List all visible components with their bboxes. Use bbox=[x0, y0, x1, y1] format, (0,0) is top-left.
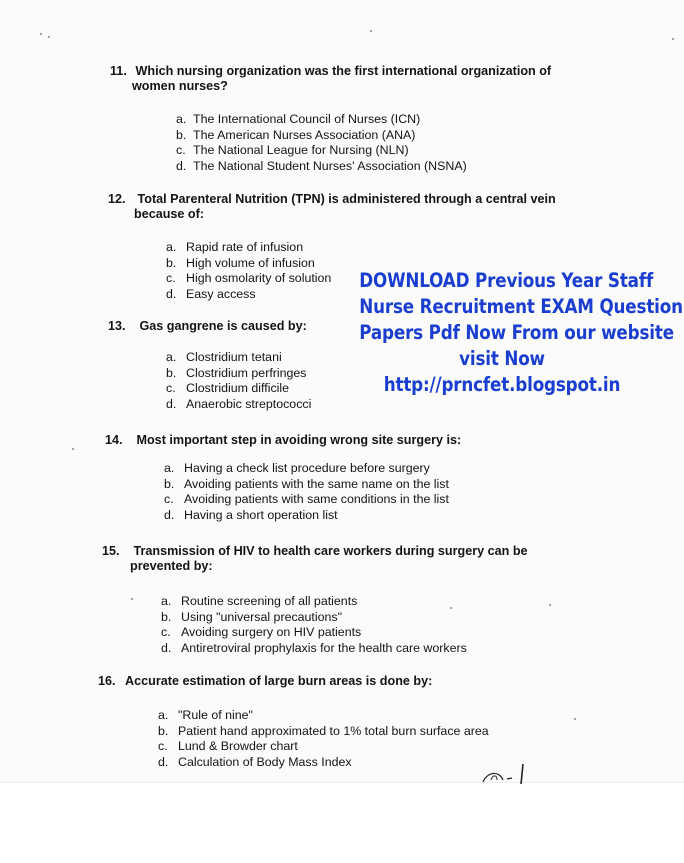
options-list bbox=[166, 350, 311, 412]
option-text: Having a short operation list bbox=[184, 507, 338, 522]
question-number: 14. bbox=[105, 433, 123, 447]
scan-speck bbox=[48, 36, 50, 38]
option-letter: d. bbox=[161, 640, 172, 655]
question-number: 16. bbox=[98, 674, 116, 688]
option-a bbox=[166, 240, 331, 256]
option-letter: b. bbox=[166, 365, 177, 380]
question-stem bbox=[105, 433, 461, 448]
option-a bbox=[176, 112, 467, 128]
option-letter: b. bbox=[161, 609, 172, 624]
option-text: Calculation of Body Mass Index bbox=[178, 754, 352, 769]
option-text: Rapid rate of infusion bbox=[186, 240, 304, 254]
question-number: 11. bbox=[110, 64, 127, 78]
option-letter: d. bbox=[166, 286, 177, 301]
handwritten-signature-icon bbox=[481, 762, 531, 784]
option-letter: a. bbox=[158, 708, 169, 722]
question-text-continued: women nurses? bbox=[132, 79, 228, 93]
option-a bbox=[166, 350, 311, 366]
question-number: 13. bbox=[108, 319, 126, 333]
option-c bbox=[166, 271, 331, 287]
question-text: Gas gangrene is caused by: bbox=[139, 319, 307, 333]
option-d bbox=[166, 287, 331, 303]
question-text: Total Parenteral Nutrition (TPN) is administered through a central vein bbox=[137, 192, 556, 206]
option-b bbox=[166, 256, 331, 272]
option-c bbox=[176, 143, 467, 159]
scan-speck bbox=[370, 30, 372, 32]
option-b bbox=[161, 610, 467, 626]
option-letter: c. bbox=[158, 739, 168, 754]
watermark-line: DOWNLOAD Previous Year Staff bbox=[359, 269, 654, 292]
scan-speck bbox=[574, 718, 576, 720]
option-letter: d. bbox=[158, 754, 169, 769]
option-letter: d. bbox=[166, 396, 177, 411]
question-text-continued: prevented by: bbox=[130, 559, 213, 573]
option-d bbox=[161, 641, 467, 657]
options-list bbox=[158, 708, 489, 770]
option-letter: b. bbox=[166, 255, 177, 270]
watermark-url[interactable]: http://prncfet.blogspot.in bbox=[383, 373, 621, 396]
scan-speck bbox=[672, 38, 674, 40]
option-letter: d. bbox=[176, 158, 187, 173]
question-text-continued: because of: bbox=[134, 207, 204, 221]
question-number: 15. bbox=[102, 544, 120, 558]
question-stem bbox=[108, 192, 556, 222]
option-text: "Rule of nine" bbox=[178, 708, 253, 722]
option-a bbox=[164, 461, 449, 477]
option-b bbox=[164, 477, 449, 493]
options-list bbox=[166, 240, 331, 302]
watermark-line: visit Now bbox=[459, 347, 545, 370]
options-list bbox=[176, 112, 467, 174]
option-text: High osmolarity of solution bbox=[186, 271, 332, 286]
option-b bbox=[166, 366, 311, 382]
option-a bbox=[161, 594, 467, 610]
option-text: The National League for Nursing (NLN) bbox=[193, 143, 409, 158]
option-a bbox=[158, 708, 489, 724]
watermark-line: Papers Pdf Now From our website bbox=[359, 321, 674, 344]
option-text: Having a check list procedure before surgery bbox=[184, 461, 430, 475]
option-letter: b. bbox=[158, 723, 169, 738]
option-b bbox=[176, 128, 467, 144]
option-text: The International Council of Nurses (ICN) bbox=[193, 112, 421, 126]
option-text: Clostridium difficile bbox=[186, 381, 290, 396]
option-letter: a. bbox=[166, 350, 177, 364]
question-text: Accurate estimation of large burn areas is done by: bbox=[125, 674, 433, 688]
option-text: The American Nurses Association (ANA) bbox=[193, 127, 416, 142]
question-text: Transmission of HIV to health care workers during surgery can be bbox=[133, 544, 528, 558]
option-letter: b. bbox=[176, 127, 187, 142]
option-letter: b. bbox=[164, 476, 175, 491]
option-c bbox=[158, 739, 489, 755]
option-d bbox=[158, 755, 489, 771]
option-text: The National Student Nurses' Association (NSNA) bbox=[193, 158, 467, 173]
question-stem bbox=[102, 544, 528, 574]
option-text: High volume of infusion bbox=[186, 255, 315, 270]
option-text: Clostridium perfringes bbox=[186, 365, 307, 380]
option-letter: c. bbox=[166, 271, 176, 286]
option-text: Lund & Browder chart bbox=[178, 739, 298, 754]
promo-watermark bbox=[359, 268, 683, 398]
option-text: Avoiding patients with the same name on the list bbox=[184, 476, 449, 491]
scan-speck bbox=[40, 33, 42, 35]
question-stem bbox=[110, 64, 551, 94]
options-list bbox=[164, 461, 449, 523]
option-text: Using "universal precautions" bbox=[181, 609, 343, 624]
option-d bbox=[176, 159, 467, 175]
watermark-line: Nurse Recruitment EXAM Question bbox=[359, 295, 683, 318]
scan-speck bbox=[549, 604, 551, 606]
question-number: 12. bbox=[108, 192, 126, 206]
option-text: Avoiding surgery on HIV patients bbox=[181, 625, 362, 640]
option-text: Patient hand approximated to 1% total burn surface area bbox=[178, 723, 489, 738]
option-letter: d. bbox=[164, 507, 175, 522]
option-letter: a. bbox=[161, 594, 172, 608]
question-text: Most important step in avoiding wrong site surgery is: bbox=[136, 433, 462, 447]
option-text: Avoiding patients with same conditions in the list bbox=[184, 492, 449, 507]
option-text: Antiretroviral prophylaxis for the health care workers bbox=[181, 640, 467, 655]
option-text: Clostridium tetani bbox=[186, 350, 282, 364]
option-letter: a. bbox=[164, 461, 175, 475]
option-c bbox=[166, 381, 311, 397]
option-text: Easy access bbox=[186, 286, 256, 301]
option-d bbox=[166, 397, 311, 413]
option-letter: c. bbox=[161, 625, 171, 640]
option-letter: c. bbox=[164, 492, 174, 507]
option-c bbox=[161, 625, 467, 641]
option-letter: c. bbox=[176, 143, 186, 158]
option-text: Anaerobic streptococci bbox=[186, 396, 312, 411]
option-text: Routine screening of all patients bbox=[181, 594, 358, 608]
option-b bbox=[158, 724, 489, 740]
option-letter: a. bbox=[166, 240, 177, 254]
option-c bbox=[164, 492, 449, 508]
option-d bbox=[164, 508, 449, 524]
question-text: Which nursing organization was the first international organization of bbox=[135, 64, 552, 78]
scan-speck bbox=[131, 598, 133, 600]
question-stem bbox=[108, 319, 307, 334]
options-list bbox=[161, 594, 467, 656]
option-letter: a. bbox=[176, 112, 187, 126]
option-letter: c. bbox=[166, 381, 176, 396]
question-stem bbox=[98, 674, 432, 689]
scan-speck bbox=[72, 448, 74, 450]
